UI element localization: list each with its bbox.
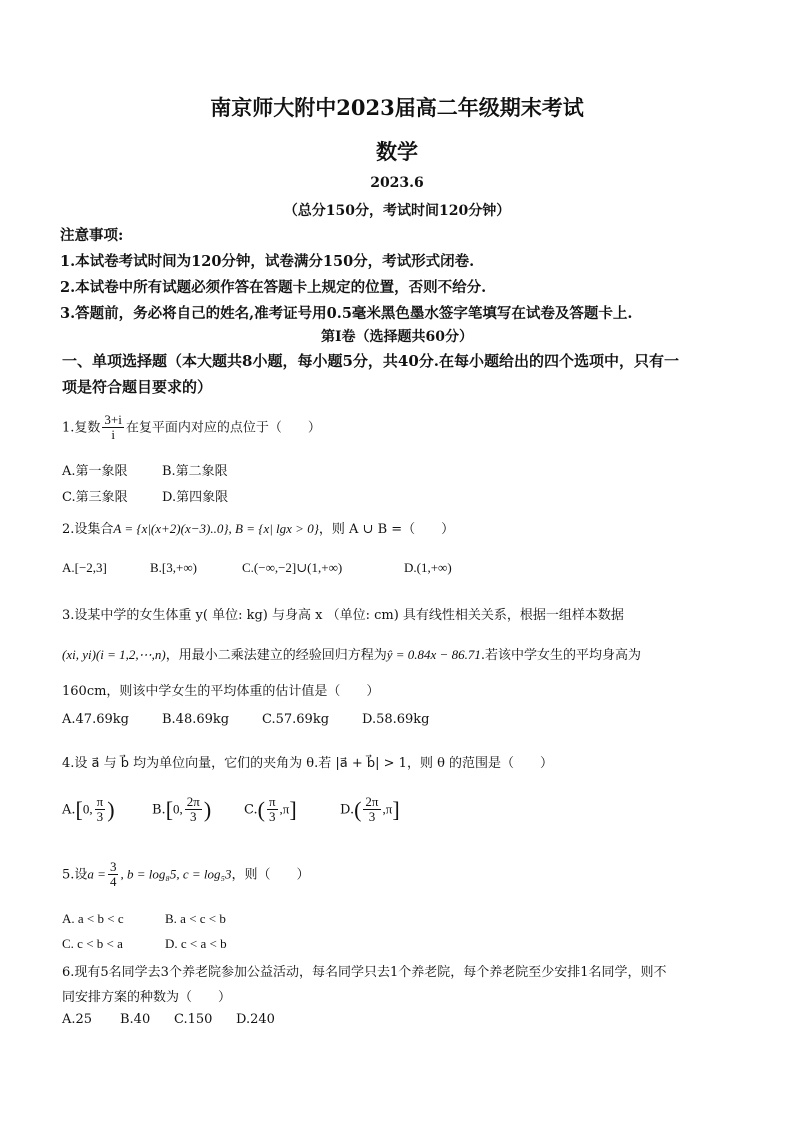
q5-option-a: A. a < b < c — [62, 911, 124, 926]
q1-frac-den: i — [111, 427, 115, 443]
q3-line-1: 3.设某中学的女生体重 y( 单位: kg) 与身高 x （单位: cm) 具有线性相关关系，根据一组样本数据 — [62, 608, 624, 623]
subject-title: 数学 — [376, 139, 418, 164]
question-4: 4.设 a⃗ 与 b⃗ 均为单位向量，它们的夹角为 θ.若 |a⃗ + b⃗| > 1，则 θ 的范围是（ ） — [62, 756, 554, 771]
notice-heading: 注意事项: — [60, 227, 124, 244]
q1-suffix: 在复平面内对应的点位于（ ） — [125, 420, 321, 436]
q4-option-d: D.( $\frac{2\pi}{3}$ ,π] — [340, 794, 400, 825]
q2-option-b: B.[3,+∞) — [150, 560, 197, 575]
q2-option-d: D.(1,+∞) — [404, 560, 452, 575]
section-heading-line2: 项是符合题目要求的） — [62, 378, 213, 396]
q3-line-3: 160cm，则该中学女生的平均体重的估计值是（ ） — [62, 684, 380, 699]
q6-line-2: 同安排方案的种数为（ ） — [62, 990, 232, 1005]
question-1 — [62, 413, 321, 443]
q4-option-c: C.( $\frac{\pi}{3}$ ,π] — [244, 794, 297, 825]
q2-prefix: 2.设集合 — [62, 522, 114, 537]
question-2 — [62, 518, 454, 537]
q6-option-d: D.240 — [236, 1012, 275, 1027]
q3-regression-eq: ŷ = 0.84x − 86.71 — [386, 647, 481, 662]
exam-date: 2023.6 — [370, 175, 424, 191]
q1-option-b: B.第二象限 — [162, 464, 228, 479]
q5-option-b: B. a < c < b — [165, 911, 226, 926]
part1-title: 第I卷（选择题共60分） — [320, 329, 474, 345]
exam-info: （总分150分，考试时间120分钟） — [283, 203, 511, 219]
q2-set-a: A = {x|(x+2)(x−3)..0} — [113, 521, 229, 536]
q2-option-a: A.[−2,3] — [62, 560, 107, 575]
q6-option-b: B.40 — [120, 1012, 151, 1027]
exam-title: 南京师大附中2023届高二年级期末考试 — [210, 95, 584, 120]
q5-option-c: C. c < b < a — [62, 936, 123, 951]
q1-fraction — [102, 413, 123, 443]
notice-item-3: 3.答题前，务必将自己的姓名,准考证号用0.5毫米黑色墨水签字笔填写在试卷及答题卡上. — [60, 305, 633, 322]
section-heading-line1: 一、单项选择题（本大题共8小题，每小题5分，共40分.在每小题给出的四个选项中，只有一 — [62, 352, 679, 370]
q3-line-2 — [62, 644, 641, 663]
q3-option-d: D.58.69kg — [362, 712, 430, 727]
q2-set-b: , B = {x| lgx > 0} — [228, 521, 319, 536]
q6-line-1: 6.现有5名同学去3个养老院参加公益活动，每名同学只去1个养老院，每个养老院至少安排1名同学，则不 — [62, 965, 667, 980]
q3-option-b: B.48.69kg — [162, 712, 230, 727]
q3-text-a: ，用最小二乘法建立的经验回归方程为 — [165, 648, 387, 663]
q2-option-c: C.(−∞,−2]∪(1,+∞) — [242, 560, 343, 575]
q1-prefix: 1.复数 — [62, 420, 101, 436]
q3-option-a: A.47.69kg — [62, 712, 129, 727]
q2-suffix: ，则 A ∪ B =（ ） — [318, 522, 455, 537]
q3-sample-data: (xi, yi)(i = 1,2,⋯,n) — [62, 647, 166, 662]
q1-frac-num: 3+i — [104, 412, 122, 427]
q6-option-a: A.25 — [62, 1012, 93, 1027]
q1-option-d: D.第四象限 — [162, 490, 229, 505]
q3-text-b: .若该中学女生的平均身高为 — [480, 648, 641, 663]
question-5: 5.设a = $\frac{3}{4}$ , b = log₈5, c = log₅3，则（ ） — [62, 859, 310, 890]
q5-option-d: D. c < a < b — [165, 936, 227, 951]
q6-option-c: C.150 — [174, 1012, 213, 1027]
q1-option-a: A.第一象限 — [62, 464, 128, 479]
q4-option-a: A.[0, $\frac{\pi}{3}$ ) — [62, 794, 115, 825]
q3-option-c: C.57.69kg — [262, 712, 330, 727]
q1-option-c: C.第三象限 — [62, 490, 128, 505]
notice-item-2: 2.本试卷中所有试题必须作答在答题卡上规定的位置，否则不给分. — [60, 279, 487, 296]
q4-option-b: B.[0, $\frac{2\pi}{3}$ ) — [152, 794, 212, 825]
notice-item-1: 1.本试卷考试时间为120分钟，试卷满分150分，考试形式闭卷. — [60, 253, 475, 270]
